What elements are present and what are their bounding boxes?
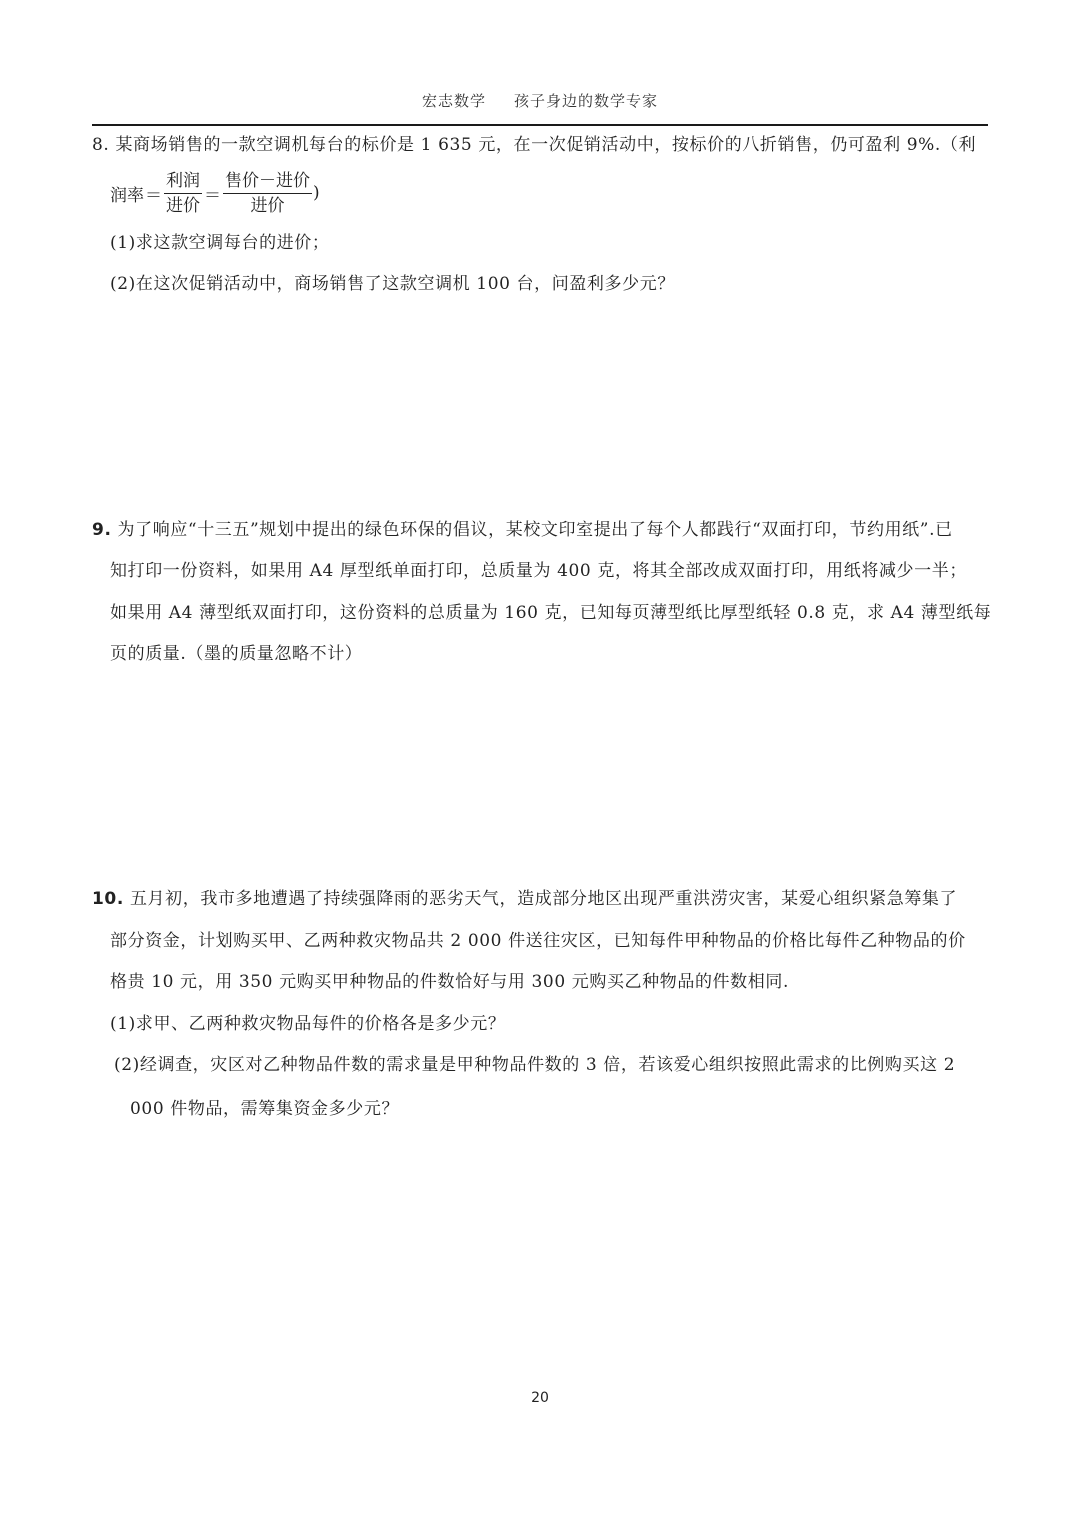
formula-close-paren: ) <box>313 183 320 203</box>
question-8-part-2: (2)在这次促销活动中，商场销售了这款空调机 100 台，问盈利多少元？ <box>110 274 675 294</box>
fraction-numerator: 售价－进价 <box>223 170 312 194</box>
page-header <box>92 90 988 111</box>
header-divider <box>92 124 988 126</box>
profit-rate-formula <box>110 167 320 219</box>
question-10-number: 10 <box>92 889 117 909</box>
formula-equals-1: ＝ <box>145 185 162 206</box>
question-8-number: 8 <box>92 135 104 155</box>
question-8-part-1: (1)求这款空调每台的进价； <box>110 233 330 253</box>
question-10-part-2-continued: 000 件物品，需筹集资金多少元？ <box>130 1099 400 1119</box>
question-10-line-1: 10. 五月初，我市多地遭遇了持续强降雨的恶劣天气，造成部分地区出现严重洪涝灾害，某爱心组织紧急筹集了 <box>92 889 958 909</box>
question-9-line-2: 知打印一份资料，如果用 A4 厚型纸单面打印，总质量为 400 克，将其全部改成双面打印，用纸将减少一半； <box>110 561 967 581</box>
question-9-line-1: 9. 为了响应“十三五”规划中提出的绿色环保的倡议，某校文印室提出了每个人都践行“双面打印，节约用纸”.已 <box>92 520 953 540</box>
header-brand: 宏志数学 <box>421 92 486 110</box>
question-10-line-2: 部分资金，计划购买甲、乙两种救灾物品共 2 000 件送往灾区，已知每件甲种物品的价格比每件乙种物品的价 <box>110 931 966 951</box>
question-8-line-1: 8. 某商场销售的一款空调机每台的标价是 1 635 元，在一次促销活动中，按标价的八折销售，仍可盈利 9%.（利 <box>92 135 977 155</box>
question-9-number: 9 <box>92 520 105 540</box>
question-9-line-4: 页的质量.（墨的质量忽略不计） <box>110 644 363 664</box>
fraction-denominator: 进价 <box>250 195 285 216</box>
page-number: 20 <box>531 1390 549 1406</box>
question-9-text: 为了响应“十三五”规划中提出的绿色环保的倡议，某校文印室提出了每个人都践行“双面打印，节约用纸”.已 <box>117 520 953 540</box>
question-10-line-3: 格贵 10 元，用 350 元购买甲种物品的件数恰好与用 300 元购买乙种物品的件数相同. <box>110 972 789 992</box>
fraction-price-diff-over-cost <box>223 170 312 217</box>
question-9-line-3: 如果用 A4 薄型纸双面打印，这份资料的总质量为 160 克，已知每页薄型纸比厚型纸轻 0.8 克，求 A4 薄型纸每 <box>110 603 992 623</box>
fraction-denominator: 进价 <box>166 195 200 216</box>
fraction-numerator: 利润 <box>164 170 202 194</box>
formula-equals-2: ＝ <box>204 185 221 206</box>
question-8-text: 某商场销售的一款空调机每台的标价是 1 635 元，在一次促销活动中，按标价的八折销售，仍可盈利 9%.（利 <box>115 135 977 155</box>
formula-lhs: 润率 <box>110 185 144 206</box>
fraction-profit-over-cost <box>164 170 202 217</box>
question-10-text: 五月初，我市多地遭遇了持续强降雨的恶劣天气，造成部分地区出现严重洪涝灾害，某爱心组织紧急筹集了 <box>129 889 958 909</box>
question-10-part-2: (2)经调查，灾区对乙种物品件数的需求量是甲种物品件数的 3 倍，若该爱心组织按照此需求的比例购买这 2 <box>114 1055 956 1075</box>
question-10-part-1: (1)求甲、乙两种救灾物品每件的价格各是多少元？ <box>110 1014 506 1034</box>
header-slogan: 孩子身边的数学专家 <box>514 92 659 110</box>
